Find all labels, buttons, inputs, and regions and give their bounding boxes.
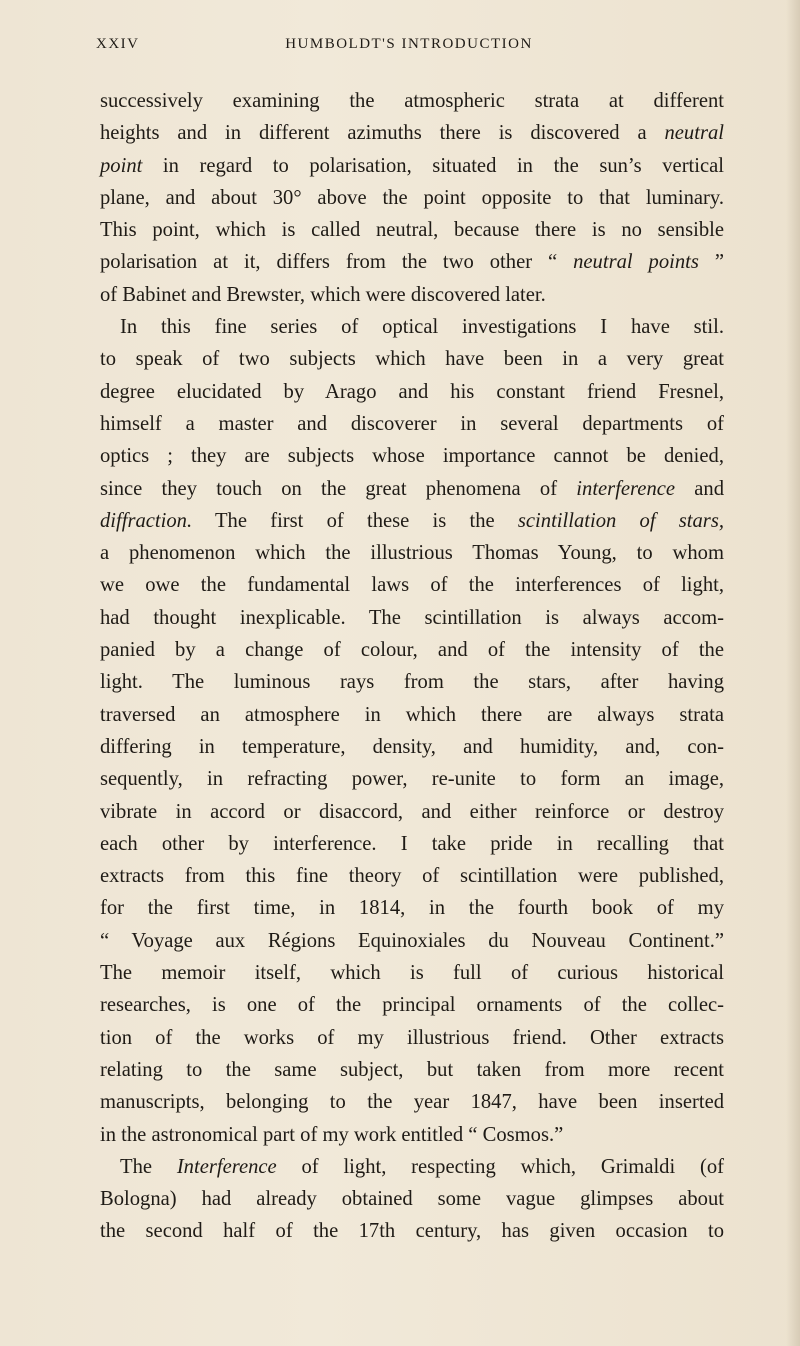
- text-line: [100, 602, 724, 634]
- text-line: [100, 1151, 724, 1183]
- text-segment: since they touch on the great phenomena of: [100, 477, 577, 500]
- text-segment: optics ; they are subjects whose importance cannot be denied,: [100, 445, 724, 468]
- text-line: [100, 1215, 724, 1247]
- text-line: [100, 85, 724, 117]
- italic-text: point: [100, 154, 143, 177]
- text-segment: relating to the same subject, but taken from more recent: [100, 1058, 724, 1081]
- italic-text: neutral: [664, 122, 724, 145]
- text-segment: polarisation at it, differs from the two other “: [100, 251, 574, 274]
- text-line: [100, 214, 724, 246]
- text-line: [100, 731, 724, 763]
- text-line: [100, 925, 724, 957]
- text-segment: of Babinet and Brewster, which were discovered later.: [100, 283, 546, 306]
- page-edge-shadow: [786, 0, 800, 1346]
- text-line: [100, 182, 724, 214]
- text-segment: differing in temperature, density, and humidity, and, con-: [100, 735, 724, 758]
- text-segment: light. The luminous rays from the stars, after having: [100, 671, 724, 694]
- text-segment: manuscripts, belonging to the year 1847, have been inserted: [100, 1091, 724, 1114]
- text-line: [100, 150, 724, 182]
- text-line: [100, 1054, 724, 1086]
- italic-text: interference: [576, 477, 676, 500]
- text-segment: panied by a change of colour, and of the intensity of the: [100, 639, 724, 662]
- text-segment: extracts from this fine theory of scintillation were published,: [100, 865, 724, 888]
- italic-text: diffraction.: [100, 509, 193, 532]
- text-segment: successively examining the atmospheric strata at different: [100, 90, 724, 112]
- text-segment: Bologna) had already obtained some vague glimpses about: [100, 1188, 724, 1211]
- text-segment: sequently, in refracting power, re-unite to form an image,: [100, 768, 724, 791]
- text-segment: himself a master and discoverer in several departments of: [100, 412, 724, 435]
- text-segment: The memoir itself, which is full of curious historical: [100, 962, 724, 985]
- text-line: [100, 989, 724, 1021]
- text-line: [100, 569, 724, 601]
- text-line: [100, 246, 724, 278]
- text-segment: The first of these is the: [192, 509, 518, 532]
- text-segment: to speak of two subjects which have been in a very great: [100, 348, 724, 371]
- text-line: [100, 408, 724, 440]
- text-line: [100, 1086, 724, 1118]
- text-line: [100, 440, 724, 472]
- text-line: [100, 892, 724, 924]
- text-segment: and: [675, 477, 724, 500]
- text-segment: In this fine series of optical investigations I have stil.: [120, 316, 724, 339]
- text-line: [100, 473, 724, 505]
- text-line: [100, 634, 724, 666]
- text-segment: tion of the works of my illustrious friend. Other extracts: [100, 1026, 724, 1049]
- italic-text: Interference: [176, 1155, 277, 1178]
- text-segment: each other by interference. I take pride in recalling that: [100, 832, 724, 855]
- page-number: XXIV: [96, 36, 140, 52]
- body-text: [100, 85, 724, 1248]
- text-segment: the second half of the 17th century, has given occasion to: [100, 1220, 724, 1243]
- text-segment: in the astronomical part of my work entitled “ Cosmos.”: [100, 1123, 564, 1146]
- italic-text: neutral points: [573, 251, 699, 274]
- text-segment: we owe the fundamental laws of the interferences of light,: [100, 574, 724, 597]
- text-line: [100, 666, 724, 698]
- text-line: [100, 279, 724, 311]
- text-line: [100, 1119, 724, 1151]
- text-segment: traversed an atmosphere in which there are always strata: [100, 703, 724, 726]
- text-line: [100, 860, 724, 892]
- running-head-title: HUMBOLDT'S INTRODUCTION: [285, 36, 533, 52]
- text-line: [100, 796, 724, 828]
- text-line: [100, 1183, 724, 1215]
- text-segment: researches, is one of the principal ornaments of the collec-: [100, 994, 724, 1017]
- text-segment: a phenomenon which the illustrious Thomas Young, to whom: [100, 542, 724, 565]
- text-segment: This point, which is called neutral, because there is no sensible: [100, 219, 724, 242]
- text-segment: vibrate in accord or disaccord, and either reinforce or destroy: [100, 800, 724, 823]
- text-line: [100, 828, 724, 860]
- text-segment: in regard to polarisation, situated in the sun’s vertical: [142, 154, 724, 177]
- text-line: [100, 343, 724, 375]
- text-line: [100, 505, 724, 537]
- text-segment: ”: [698, 251, 724, 274]
- text-line: [100, 763, 724, 795]
- text-line: [100, 376, 724, 408]
- text-line: [100, 957, 724, 989]
- text-segment: had thought inexplicable. The scintillation is always accom-: [100, 606, 724, 629]
- text-line: [100, 311, 724, 343]
- italic-text: scintillation of stars,: [517, 509, 724, 532]
- text-segment: degree elucidated by Arago and his constant friend Fresnel,: [100, 380, 724, 403]
- text-line: [100, 1022, 724, 1054]
- text-line: [100, 537, 724, 569]
- text-segment: of light, respecting which, Grimaldi (of: [276, 1155, 725, 1178]
- text-line: [100, 699, 724, 731]
- text-segment: plane, and about 30° above the point opposite to that luminary.: [100, 186, 724, 209]
- text-segment: heights and in different azimuths there is discovered a: [100, 122, 665, 145]
- text-line: [100, 117, 724, 149]
- running-head: [96, 36, 722, 58]
- text-segment: for the first time, in 1814, in the fourth book of my: [100, 897, 724, 920]
- text-segment: The: [120, 1155, 177, 1178]
- text-segment: “ Voyage aux Régions Equinoxiales du Nouveau Continent.”: [100, 929, 724, 952]
